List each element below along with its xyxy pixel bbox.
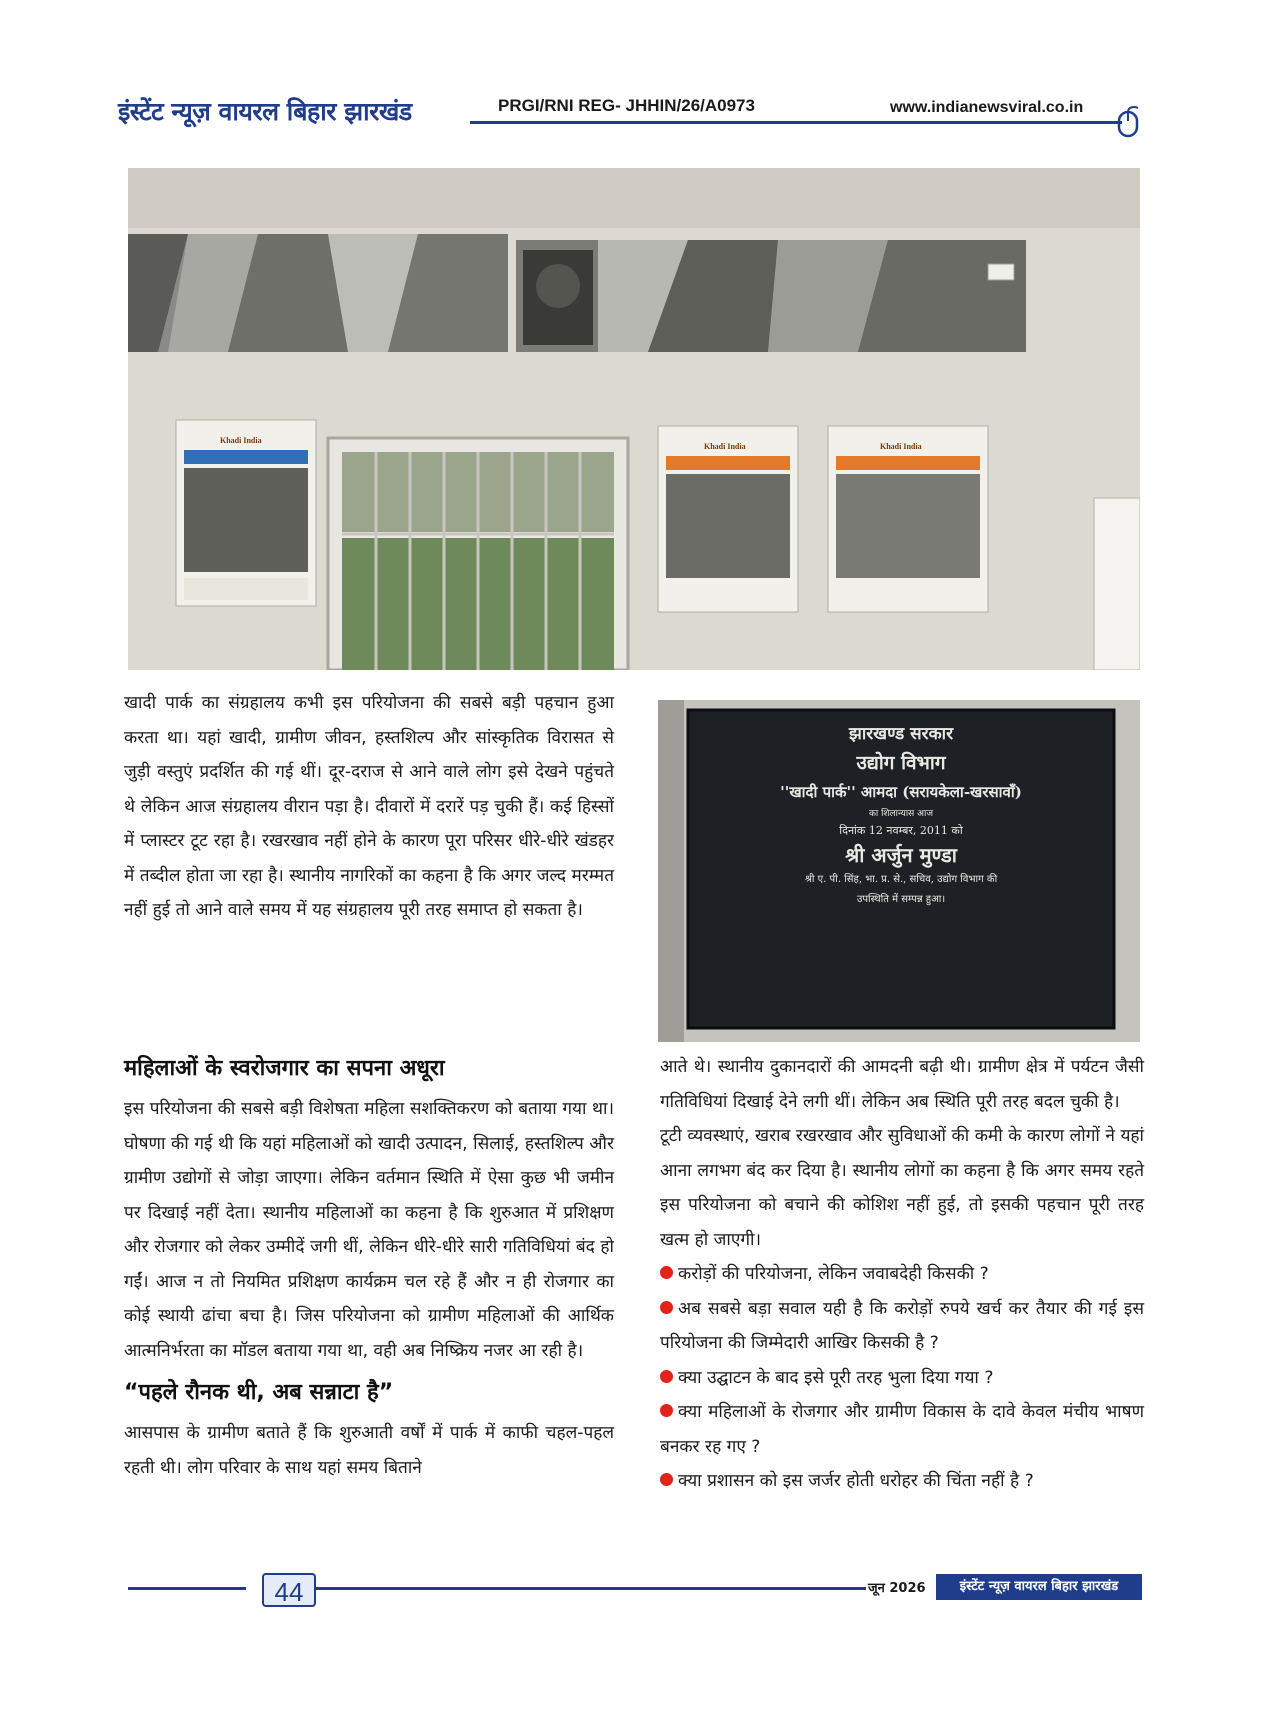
bullet-icon [660,1370,673,1383]
plaque-line: श्री अर्जुन मुण्डा [845,843,957,867]
question-text: अब सबसे बड़ा सवाल यही है कि करोड़ों रुपये खर्च कर तैयार की गई इस परियोजना की जिम्मेदारी आखिर किसकी है ? [660,1298,1144,1353]
question-text: क्या महिलाओं के रोजगार और ग्रामीण विकास के दावे केवल मंचीय भाषण बनकर रह गए ? [660,1402,1144,1457]
article-paragraph: टूटी व्यवस्थाएं, खराब रखरखाव और सुविधाओं की कमी के कारण लोगों ने यहां आना लगभग बंद कर दिया है। स्थानीय लोगों का कहना है कि अगर समय रहते इस परियोजना को बचाने की कोशिश नहीं हुई, तो इसकी पहचान पूरी तरह खत्म हो जाएगी। [660,1126,1144,1250]
page-number: 44 [262,1573,316,1607]
article-paragraph: इस परियोजना की सबसे बड़ी विशेषता महिला सशक्तिकरण को बताया गया था। घोषणा की गई थी कि यहां महिलाओं को खादी उत्पादन, सिलाई, हस्तशिल्प और ग्रामीण उद्योगों से जोड़ा जाएगा। लेकिन वर्तमान स्थिति में ऐसा कुछ भी जमीन पर दिखाई नहीं देता। स्थानीय महिलाओं का कहना है कि शुरुआत में प्रशिक्षण और रोजगार को लेकर उम्मीदें जगी थीं, लेकिन धीरे-धीरे सारी गतिविधियां बंद हो गईं। आज न तो नियमित प्रशिक्षण कार्यक्रम चल रहे हैं और न ही रोजगार का कोई स्थायी ढांचा बचा है। जिस परियोजना को ग्रामीण महिलाओं की आर्थिक आत्मनिर्भरता का मॉडल बताया गया था, वही अब निष्क्रिय नजर आ रही है। [124,1099,614,1361]
plaque-line: झारखण्ड सरकार [848,724,954,744]
article-paragraph: आते थे। स्थानीय दुकानदारों की आमदनी बढ़ी थी। ग्रामीण क्षेत्र में पर्यटन जैसी गतिविधियां दिखाई देने लगी थीं। लेकिन अब स्थिति पूरी तरह बदल चुकी है। [660,1057,1144,1112]
header-divider [470,121,1122,124]
question-item [660,1361,1144,1396]
article-column-right [660,1050,1144,1499]
plaque-line: उद्योग विभाग [856,752,946,774]
bullet-icon [660,1301,673,1314]
article-column-left [124,1044,614,1485]
registration-number: PRGI/RNI REG- JHHIN/26/A0973 [498,96,755,115]
khadi-india-label: Khadi India [220,436,262,445]
khadi-india-label: Khadi India [704,442,746,451]
footer-divider [314,1587,866,1590]
khadi-india-label: Khadi India [880,442,922,451]
question-text: करोड़ों की परियोजना, लेकिन जवाबदेही किसकी ? [678,1264,989,1284]
question-text: क्या उद्घाटन के बाद इसे पूरी तरह भुला दिया गया ? [678,1367,994,1388]
issue-date: जून 2026 [868,1581,926,1596]
plaque-line: उपस्थिति में सम्पन्न हुआ। [856,894,946,905]
museum-interior-photo [128,168,1140,670]
question-text: क्या प्रशासन को इस जर्जर होती धरोहर की चिंता नहीं है ? [678,1471,1034,1491]
article-paragraph: आसपास के ग्रामीण बताते हैं कि शुरुआती वर्षों में पार्क में काफी चहल-पहल रहती थी। लोग परिवार के साथ यहां समय बिताने [124,1423,614,1478]
question-item [660,1292,1144,1361]
question-item [660,1395,1144,1464]
section-heading: “पहले रौनक थी, अब सन्नाटा है” [124,1380,394,1405]
website-link[interactable]: www.indianewsviral.co.in [890,99,1084,116]
article-column-left-top [124,686,614,928]
bullet-icon [660,1473,673,1486]
article-paragraph: खादी पार्क का संग्रहालय कभी इस परियोजना की सबसे बड़ी पहचान हुआ करता था। यहां खादी, ग्रामीण जीवन, हस्तशिल्प और सांस्कृतिक विरासत से जुड़ी वस्तुएं प्रदर्शित की गई थीं। दूर-दराज से आने वाले लोग इसे देखने पहुंचते थे लेकिन आज संग्रहालय वीरान पड़ा है। दीवारों में दरारें पड़ चुकी हैं। कई हिस्सों में प्लास्टर टूट रहा है। रखरखाव नहीं होने के कारण पूरा परिसर धीरे-धीरे खंडहर में तब्दील होता जा रहा है। स्थानीय नागरिकों का कहना है कि अगर जल्द मरम्मत नहीं हुई तो आने वाले समय में यह संग्रहालय पूरी तरह समाप्त हो सकता है। [124,693,614,920]
publication-title: इंस्टेंट न्यूज़ वायरल बिहार झारखंड [118,97,412,126]
question-item [660,1464,1144,1499]
plaque-line: दिनांक 12 नवम्बर, 2011 को [839,824,963,837]
bullet-icon [660,1266,673,1279]
foundation-plaque-photo [658,700,1140,1042]
plaque-line: का शिलान्यास आज [868,809,933,819]
question-item [660,1257,1144,1292]
plaque-line: श्री ए. पी. सिंह, भा. प्र. से., सचिव, उद्योग विभाग की [804,874,998,885]
mouse-icon [1116,104,1142,138]
footer-publication-name: इंस्टेंट न्यूज़ वायरल बिहार झारखंड [936,1574,1142,1600]
plaque-line: ''खादी पार्क'' आमदा (सरायकेला-खरसावाँ) [780,783,1022,801]
bullet-icon [660,1404,673,1417]
footer-divider [128,1587,246,1590]
section-heading: महिलाओं के स्वरोजगार का सपना अधूरा [124,1056,445,1081]
